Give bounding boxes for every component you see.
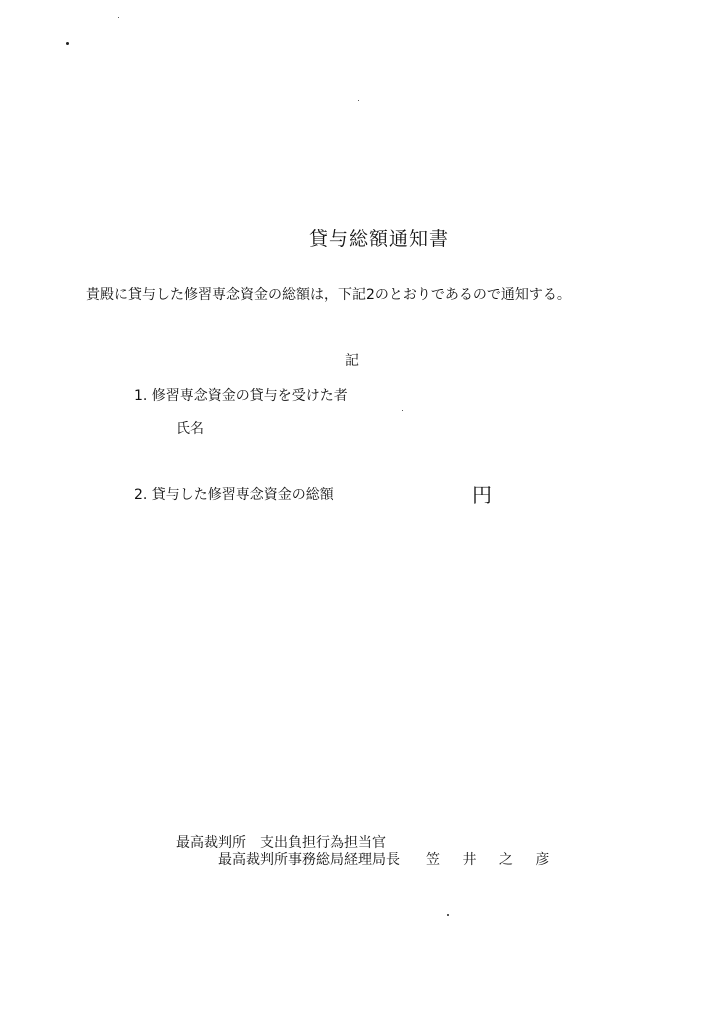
- scan-speck: [358, 100, 359, 101]
- intro-text: 貴殿に貸与した修習専念資金の総額は，下記2のとおりであるので通知する。: [86, 287, 571, 303]
- signature-line-2: 最高裁判所事務総局経理局長: [218, 852, 400, 868]
- signature-line-1: 最高裁判所 支出負担行為担当官: [176, 835, 386, 851]
- ki-label: 記: [345, 353, 359, 369]
- name-label: 氏名: [176, 421, 204, 437]
- document-title: 貸与総額通知書: [308, 228, 449, 250]
- scan-speck: [66, 42, 69, 45]
- scan-speck: [402, 410, 403, 411]
- signer-name: 笠 井 之 彦: [426, 852, 559, 868]
- item-1-recipient: 1. 修習専念資金の貸与を受けた者: [134, 388, 348, 404]
- yen-label: 円: [472, 483, 492, 507]
- scan-speck: [447, 914, 449, 916]
- scan-speck: [118, 17, 119, 18]
- item-2-total-amount: 2. 貸与した修習専念資金の総額: [134, 487, 334, 503]
